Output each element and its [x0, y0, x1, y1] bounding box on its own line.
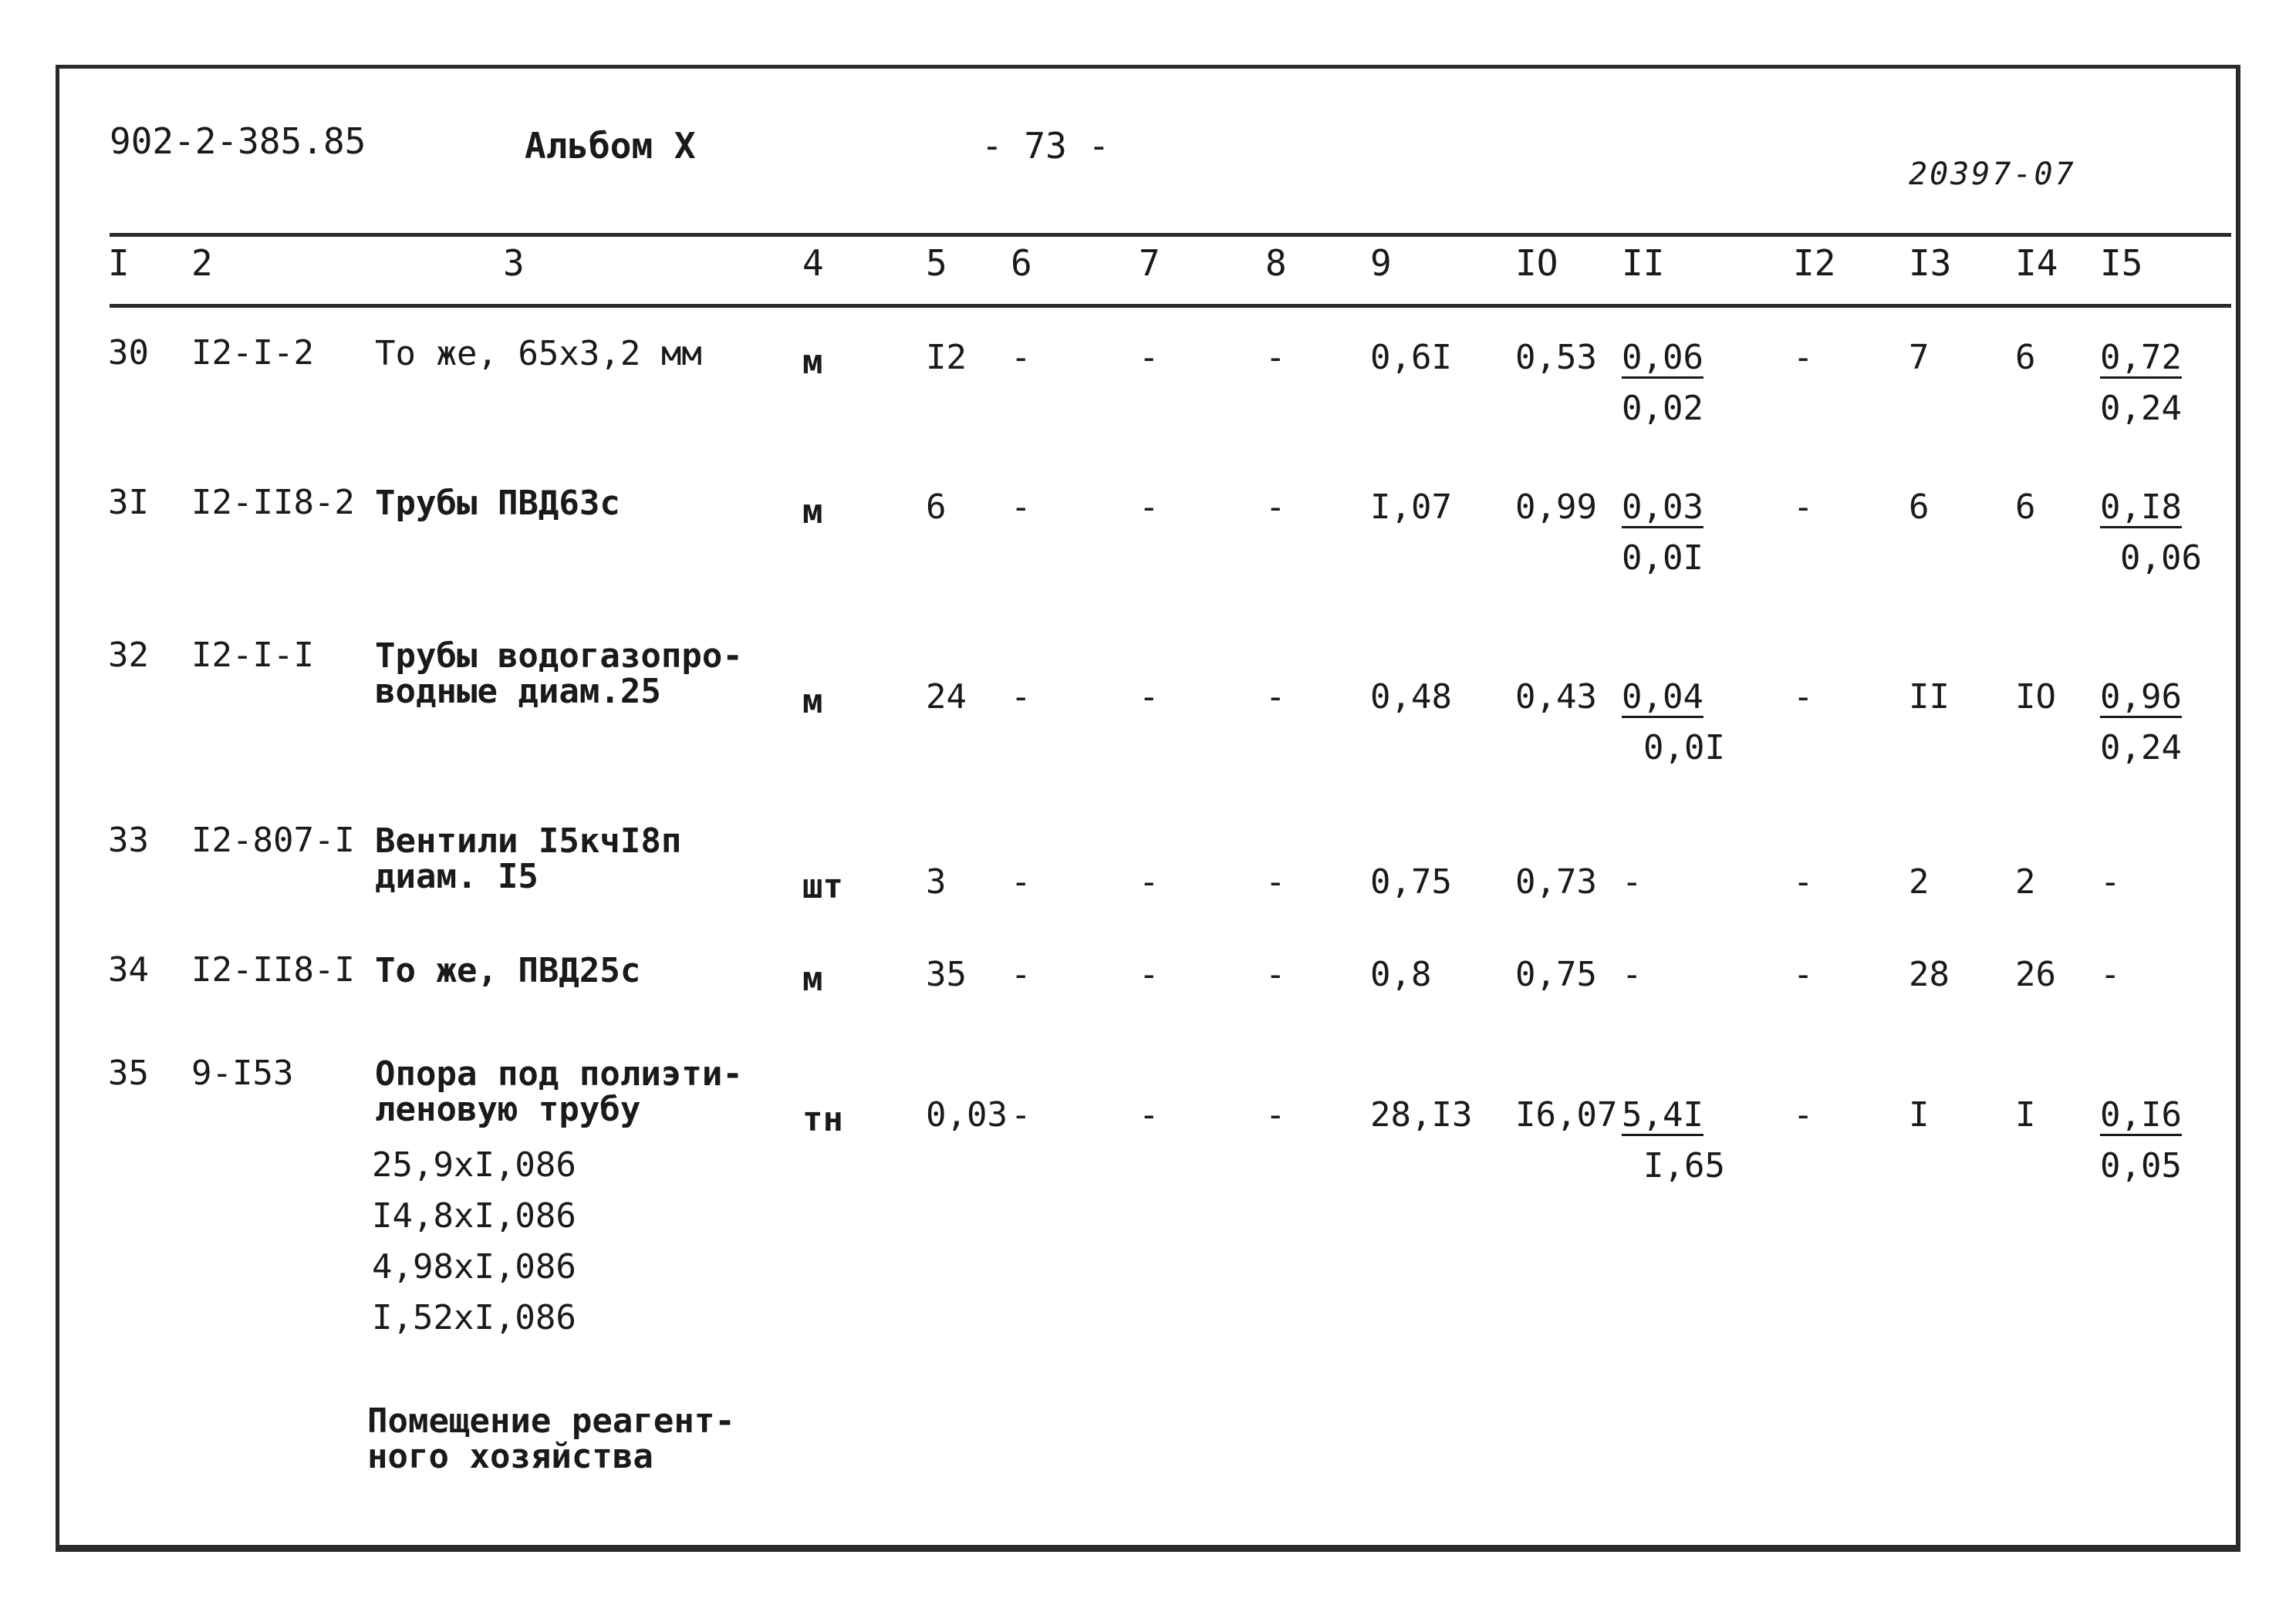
col-8: -	[1265, 677, 1286, 717]
quantity: I2	[926, 338, 967, 377]
document-code: 902-2-385.85	[110, 120, 366, 162]
col-10: 0,43	[1515, 677, 1597, 717]
rate-code: I2-II8-2	[191, 483, 355, 522]
col-8: -	[1265, 1095, 1286, 1135]
item-description: леновую трубу	[375, 1090, 641, 1129]
unit: м	[802, 342, 823, 382]
rate-code: 9-I53	[191, 1054, 294, 1093]
col-14: 6	[2015, 338, 2036, 377]
section-title-line: ного хозяйства	[367, 1437, 653, 1476]
rate-code: I2-II8-I	[191, 950, 355, 990]
col-12: -	[1793, 338, 1814, 377]
col-11-bottom: I,65	[1643, 1146, 1725, 1185]
col-12: -	[1793, 487, 1814, 527]
col-13: 6	[1909, 487, 1930, 527]
col-14: 6	[2015, 487, 2036, 527]
row-number: 32	[108, 636, 149, 675]
col-10: 0,53	[1515, 338, 1597, 377]
col-10: 0,75	[1515, 955, 1597, 994]
col-12: -	[1793, 677, 1814, 717]
col-8: -	[1265, 487, 1286, 527]
column-number-1: I	[108, 242, 130, 284]
column-number-7: 7	[1139, 242, 1160, 284]
col-11-top: -	[1622, 862, 1643, 902]
quantity: 0,03	[926, 1095, 1008, 1135]
column-number-2: 2	[191, 242, 213, 284]
col-11-top: 0,04	[1622, 677, 1703, 717]
item-description: Трубы ПВД63с	[375, 484, 620, 523]
col-14: 26	[2015, 955, 2056, 994]
item-description: диам. I5	[375, 857, 539, 896]
col-13: 2	[1909, 862, 1930, 902]
unit: м	[802, 682, 823, 721]
col-9: I,07	[1370, 487, 1452, 527]
column-number-13: I3	[1909, 242, 1952, 284]
col-15-bottom: 0,24	[2100, 389, 2182, 428]
col-15-top: 0,72	[2100, 338, 2182, 377]
col-13: II	[1909, 677, 1950, 717]
column-number-4: 4	[802, 242, 824, 284]
col-11-bottom: 0,0I	[1622, 538, 1703, 578]
col-9: 0,75	[1370, 862, 1452, 902]
row-number: 3I	[108, 483, 149, 522]
row-35-extra-line: 25,9xI,086	[372, 1145, 576, 1185]
col-6: -	[1011, 862, 1032, 902]
archive-stamp: 20397-07	[1909, 157, 2076, 192]
item-description: Вентили I5кчI8п	[375, 821, 682, 861]
item-description: Опора под полиэти-	[375, 1054, 743, 1094]
album-label: Альбом X	[525, 125, 696, 167]
col-11-top: 0,03	[1622, 487, 1703, 527]
col-12: -	[1793, 1095, 1814, 1135]
col-15-bottom: 0,24	[2100, 728, 2182, 767]
col-15-bottom: 0,05	[2100, 1146, 2182, 1185]
column-number-14: I4	[2015, 242, 2058, 284]
unit: м	[802, 492, 823, 531]
col-6: -	[1011, 487, 1032, 527]
rate-code: I2-807-I	[191, 821, 355, 860]
col-15-top: 0,I8	[2100, 487, 2182, 527]
col-15-top: -	[2100, 862, 2121, 902]
row-35-extra-line: 4,98xI,086	[372, 1247, 576, 1287]
column-number-11: II	[1622, 242, 1665, 284]
rate-code: I2-I-I	[191, 636, 314, 675]
col-6: -	[1011, 338, 1032, 377]
column-number-3: 3	[503, 242, 525, 284]
row-number: 30	[108, 333, 149, 373]
col-8: -	[1265, 338, 1286, 377]
col-11-top: 0,06	[1622, 338, 1703, 377]
col-15-top: 0,I6	[2100, 1095, 2182, 1135]
column-number-5: 5	[926, 242, 947, 284]
col-10: 0,73	[1515, 862, 1597, 902]
col-12: -	[1793, 862, 1814, 902]
col-6: -	[1011, 677, 1032, 717]
column-number-12: I2	[1793, 242, 1836, 284]
col-8: -	[1265, 862, 1286, 902]
quantity: 35	[926, 955, 967, 994]
col-6: -	[1011, 1095, 1032, 1135]
col-14: IO	[2015, 677, 2056, 717]
col-6: -	[1011, 955, 1032, 994]
row-35-extra-line: I,52xI,086	[372, 1298, 576, 1337]
col-11-top: -	[1622, 955, 1643, 994]
unit: шт	[802, 867, 843, 906]
col-13: 7	[1909, 338, 1930, 377]
column-number-15: I5	[2100, 242, 2143, 284]
col-12: -	[1793, 955, 1814, 994]
col-10: 0,99	[1515, 487, 1597, 527]
column-number-6: 6	[1011, 242, 1032, 284]
col-9: 0,8	[1370, 955, 1432, 994]
row-35-extra-line: I4,8xI,086	[372, 1196, 576, 1236]
row-number: 33	[108, 821, 149, 860]
item-description: То же, ПВД25с	[375, 951, 641, 990]
col-14: 2	[2015, 862, 2036, 902]
col-7: -	[1139, 1095, 1160, 1135]
col-7: -	[1139, 338, 1160, 377]
item-description: водные диам.25	[375, 672, 661, 711]
unit: тн	[802, 1100, 843, 1139]
col-7: -	[1139, 955, 1160, 994]
col-13: I	[1909, 1095, 1930, 1135]
row-number: 34	[108, 950, 149, 990]
col-15-bottom: 0,06	[2120, 538, 2202, 578]
quantity: 3	[926, 862, 947, 902]
col-11-top: 5,4I	[1622, 1095, 1703, 1135]
col-11-bottom: 0,0I	[1643, 728, 1725, 767]
column-number-10: IO	[1515, 242, 1558, 284]
col-10: I6,07	[1515, 1095, 1618, 1135]
column-number-9: 9	[1370, 242, 1392, 284]
row-number: 35	[108, 1054, 149, 1093]
col-13: 28	[1909, 955, 1950, 994]
col-7: -	[1139, 487, 1160, 527]
header-rule-bottom	[110, 304, 2231, 308]
col-11-bottom: 0,02	[1622, 389, 1703, 428]
rate-code: I2-I-2	[191, 333, 314, 373]
section-title-line: Помещение реагент-	[367, 1401, 735, 1441]
col-15-top: -	[2100, 955, 2121, 994]
quantity: 6	[926, 487, 947, 527]
col-9: 28,I3	[1370, 1095, 1473, 1135]
col-14: I	[2015, 1095, 2036, 1135]
header-rule-top	[110, 233, 2231, 237]
col-7: -	[1139, 862, 1160, 902]
col-7: -	[1139, 677, 1160, 717]
col-8: -	[1265, 955, 1286, 994]
page-number: - 73 -	[981, 125, 1110, 167]
column-number-8: 8	[1265, 242, 1287, 284]
col-9: 0,48	[1370, 677, 1452, 717]
item-description: Трубы водогазопро-	[375, 636, 743, 676]
item-description: То же, 65x3,2 мм	[375, 334, 702, 373]
quantity: 24	[926, 677, 967, 717]
unit: м	[802, 959, 823, 999]
col-9: 0,6I	[1370, 338, 1452, 377]
col-15-top: 0,96	[2100, 677, 2182, 717]
